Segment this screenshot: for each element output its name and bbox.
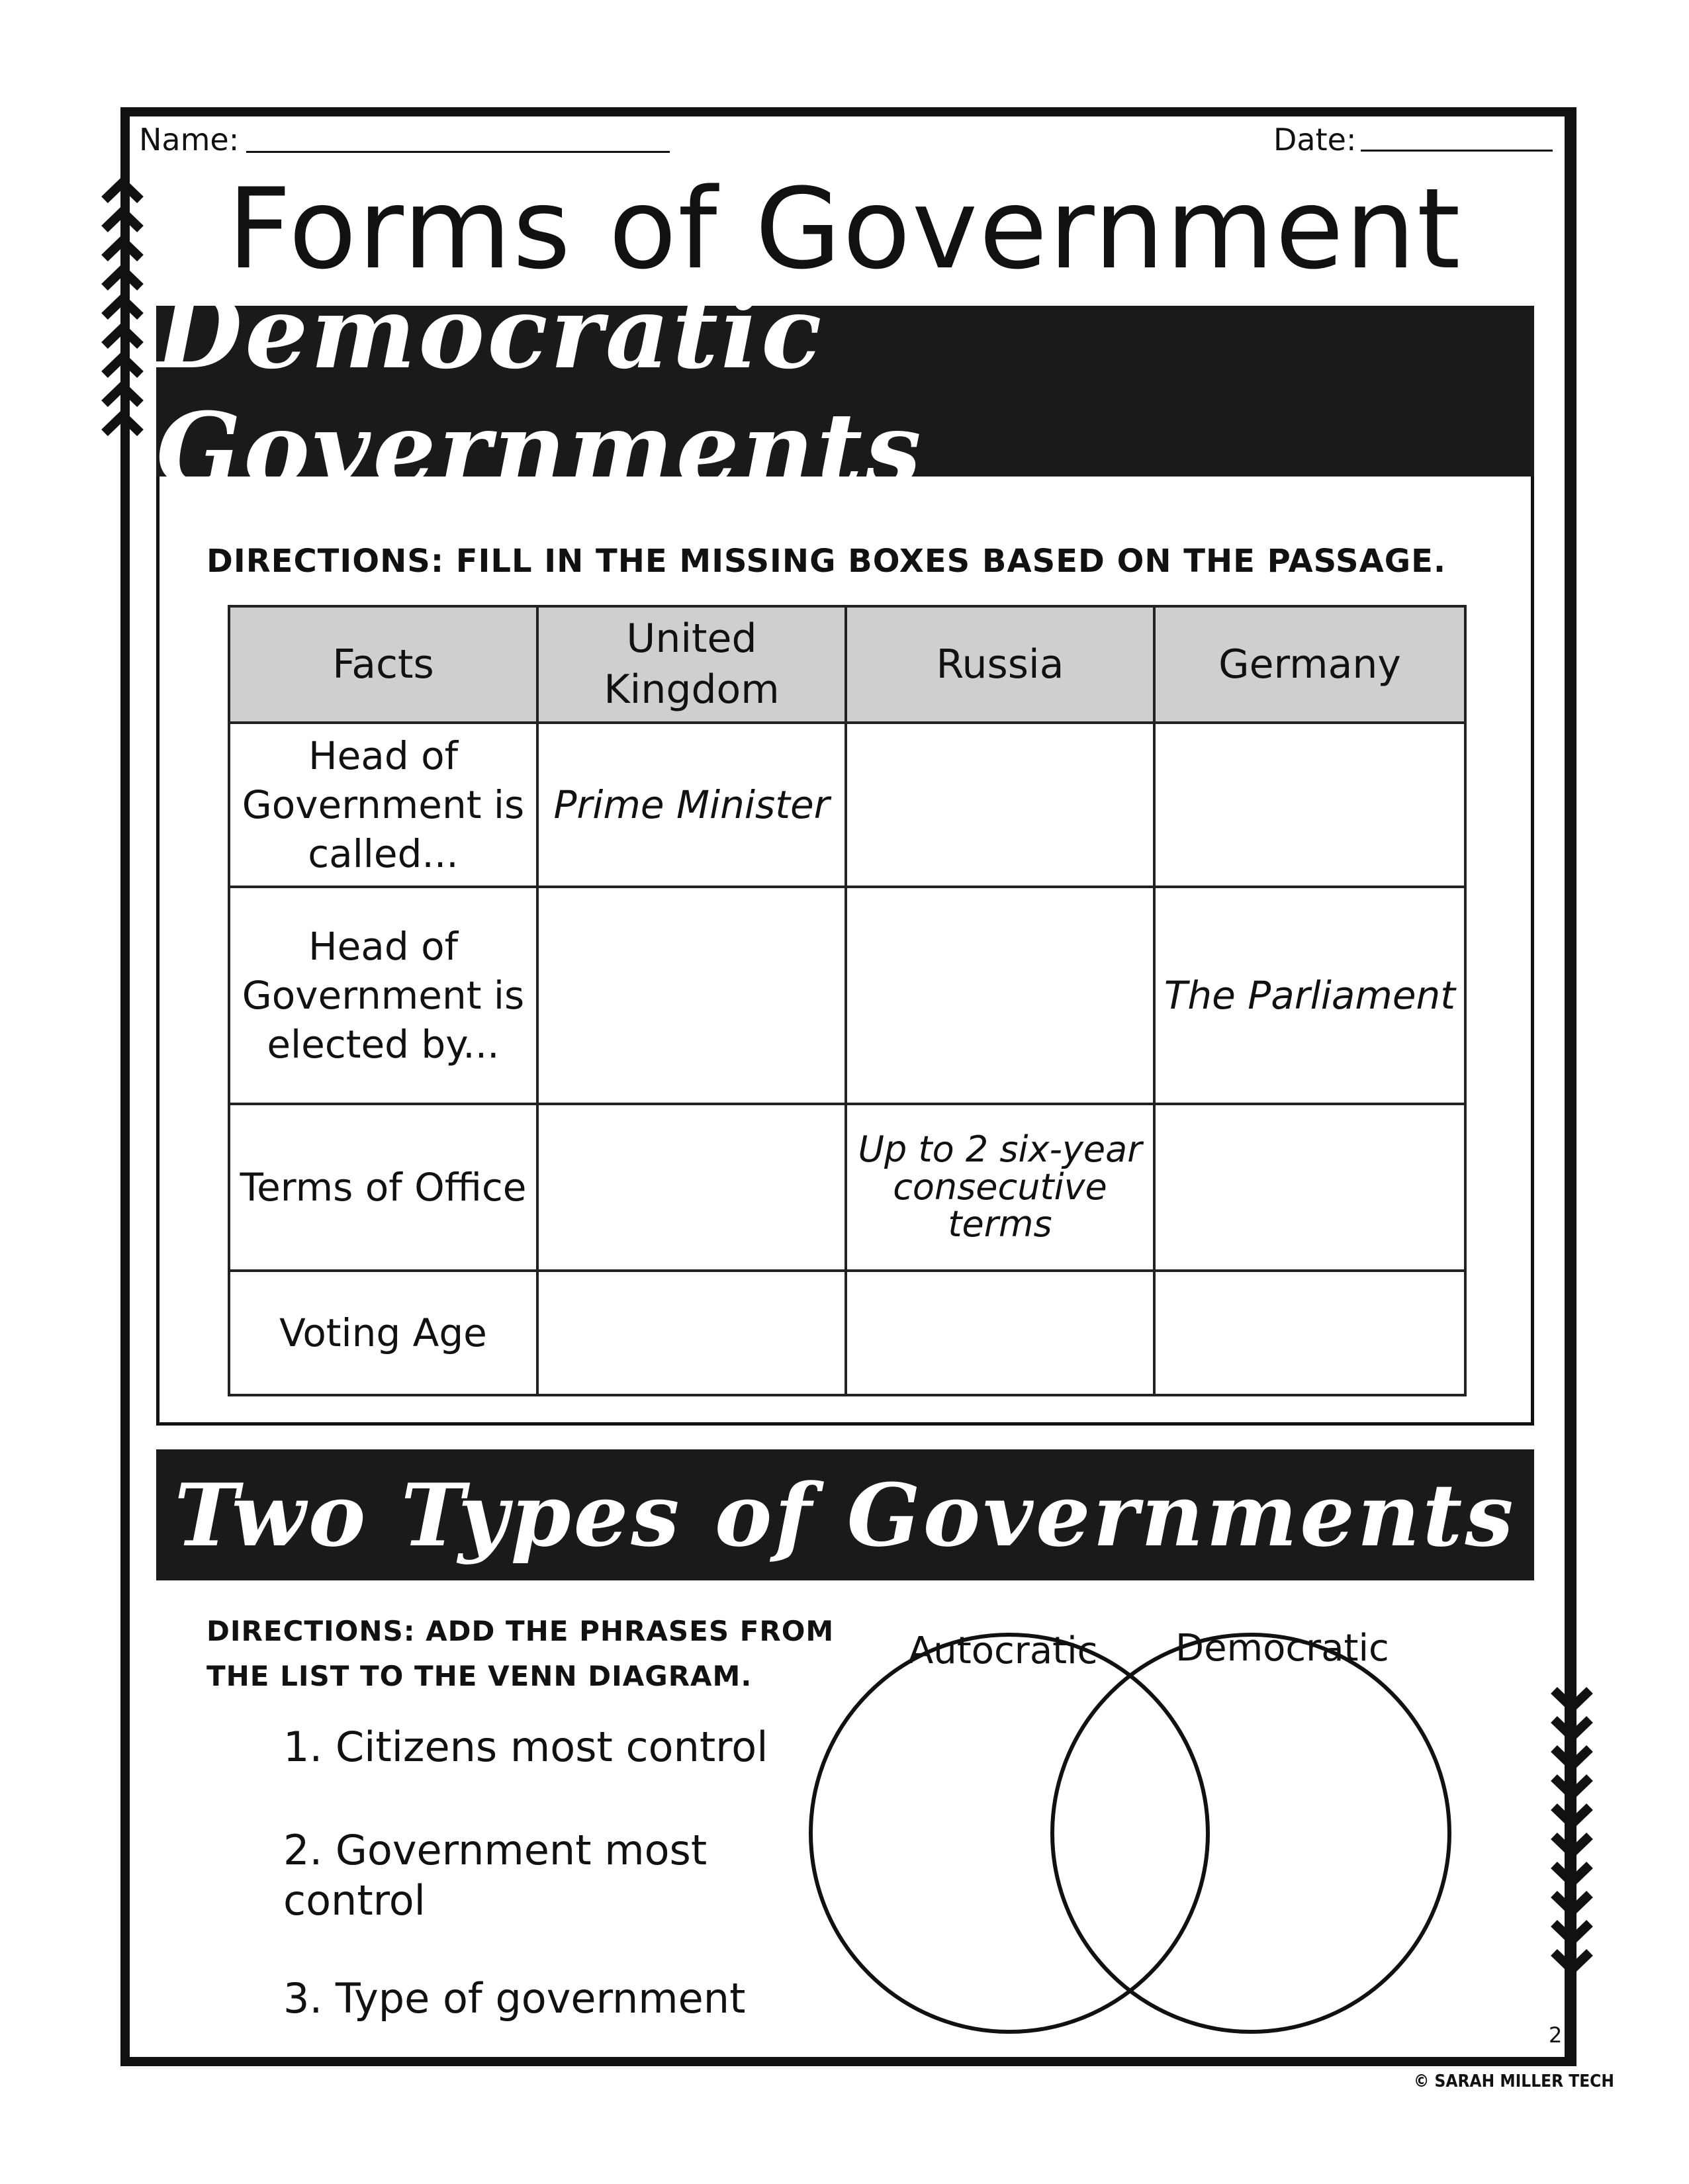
name-label: Name: xyxy=(139,122,240,158)
answer-cell[interactable] xyxy=(1154,1104,1465,1271)
page-number: 2 xyxy=(1549,2023,1563,2048)
two-types-banner: Two Types of Governments xyxy=(156,1449,1534,1580)
venn-directions-line2: THE LIST TO THE VENN DIAGRAM. xyxy=(206,1660,753,1692)
header-united-kingdom: United Kingdom xyxy=(537,606,846,723)
phrase-text: 2. Government most control xyxy=(283,1826,708,1925)
table-header-row xyxy=(229,606,1465,723)
page-title: Forms of Government xyxy=(227,164,1462,294)
answer-cell[interactable]: Up to 2 six-year consecutive terms xyxy=(846,1104,1154,1271)
header-russia: Russia xyxy=(846,606,1154,723)
government-facts-table xyxy=(228,605,1467,1396)
venn-label-democratic: Democratic xyxy=(1175,1627,1389,1670)
table-directions: DIRECTIONS: FILL IN THE MISSING BOXES BASED ON THE PASSAGE. xyxy=(206,543,1447,580)
answer-cell[interactable] xyxy=(537,1271,846,1395)
header-germany: Germany xyxy=(1154,606,1465,723)
answer-cell[interactable] xyxy=(1154,1271,1465,1395)
date-label: Date: xyxy=(1273,122,1357,158)
venn-circle-autocratic[interactable] xyxy=(811,1635,1208,2032)
fact-head-of-government-called: Head of Government is called... xyxy=(229,723,537,887)
venn-label-autocratic: Autocratic xyxy=(908,1629,1098,1672)
header-facts: Facts xyxy=(229,606,537,723)
copyright-text: © SARAH MILLER TECH xyxy=(1414,2071,1614,2091)
chevron-down-decoration-icon xyxy=(1549,1681,1595,1972)
answer-cell[interactable] xyxy=(537,887,846,1104)
answer-cell[interactable] xyxy=(846,887,1154,1104)
name-field[interactable] xyxy=(246,151,670,153)
phrase-list-item xyxy=(283,1825,760,1925)
democratic-banner: Democratic Governments xyxy=(156,306,1534,477)
table-row xyxy=(229,1104,1465,1271)
table-row xyxy=(229,887,1465,1104)
fact-voting-age: Voting Age xyxy=(229,1271,537,1395)
answer-cell[interactable] xyxy=(846,723,1154,887)
answer-cell[interactable]: The Parliament xyxy=(1154,887,1465,1104)
table-row xyxy=(229,723,1465,887)
date-field[interactable] xyxy=(1361,150,1553,152)
venn-diagram[interactable] xyxy=(788,1615,1516,2038)
fact-head-of-government-elected: Head of Government is elected by... xyxy=(229,887,537,1104)
phrase-list-item: 1. Citizens most control xyxy=(283,1723,768,1771)
phrase-list-item: 3. Type of government xyxy=(283,1974,746,2023)
table-row xyxy=(229,1271,1465,1395)
venn-directions-line1: DIRECTIONS: ADD THE PHRASES FROM xyxy=(206,1615,835,1647)
answer-cell[interactable]: Prime Minister xyxy=(537,723,846,887)
venn-circle-democratic[interactable] xyxy=(1052,1635,1449,2032)
answer-cell[interactable] xyxy=(846,1271,1154,1395)
answer-cell[interactable] xyxy=(1154,723,1465,887)
fact-terms-of-office: Terms of Office xyxy=(229,1104,537,1271)
answer-cell[interactable] xyxy=(537,1104,846,1271)
